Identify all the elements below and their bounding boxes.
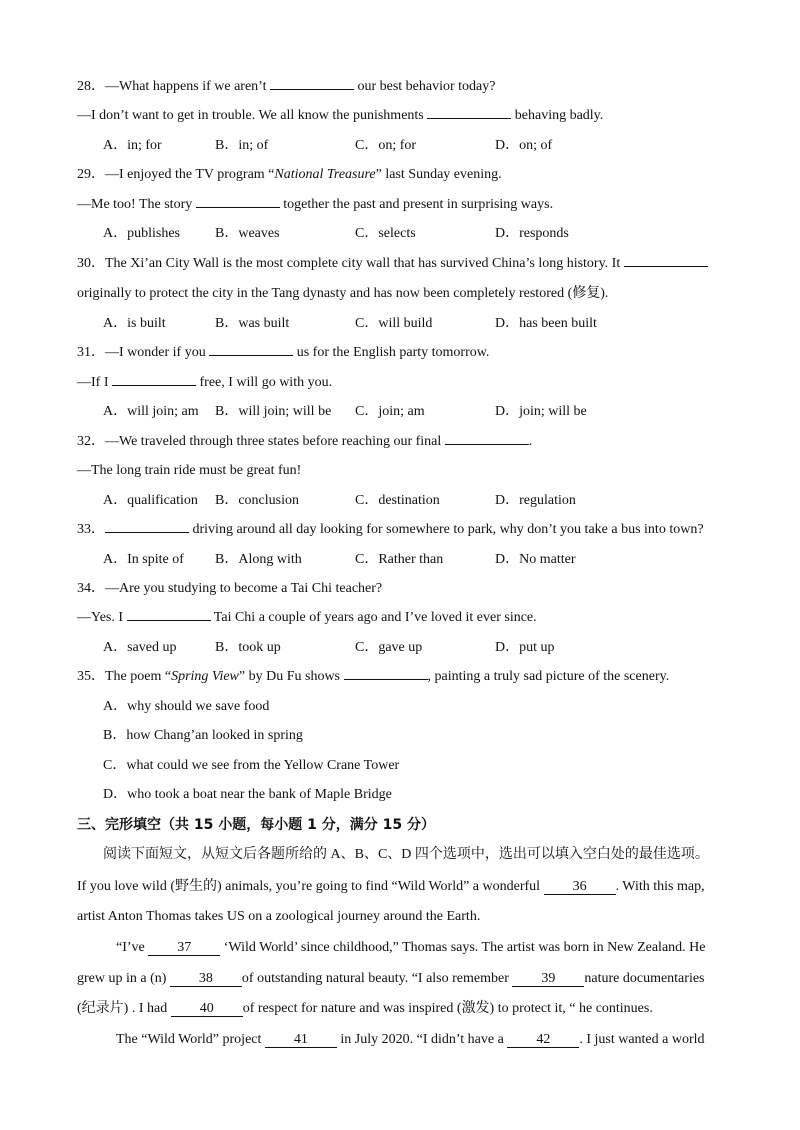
answer-blank xyxy=(196,207,280,208)
passage-line1: If you love wild (野生的) animals, you’re going to find “Wild World” a wonderful 36 . With this map, xyxy=(77,879,705,894)
q33-option-c: C．Rather than xyxy=(355,552,444,567)
q33-option-d: D．No matter xyxy=(495,552,576,567)
section-heading: 三、完形填空（共 15 小题，每小题 1 分，满分 15 分） xyxy=(77,817,435,833)
answer-blank xyxy=(344,679,428,680)
answer-blank xyxy=(209,355,293,356)
passage-line2: artist Anton Thomas takes US on a zoological journey around the Earth. xyxy=(77,909,481,924)
q33-option-b: B．Along with xyxy=(215,552,302,567)
cloze-blank-39: 39 xyxy=(512,972,584,987)
q32-option-c: C．destination xyxy=(355,493,440,508)
q32-option-b: B．conclusion xyxy=(215,493,299,508)
q28-line1: 28．—What happens if we aren’t our best behavior today? xyxy=(77,79,496,94)
q31-option-c: C．join; am xyxy=(355,404,425,419)
cloze-blank-42: 42 xyxy=(507,1033,579,1048)
q30-line1: 30．The Xi’an City Wall is the most complete city wall that has survived China’s long history. It xyxy=(77,255,708,273)
cloze-blank-37: 37 xyxy=(148,941,220,956)
answer-blank xyxy=(624,266,708,267)
passage-line3: “I’ve 37 ‘Wild World’ since childhood,” Thomas says. The artist was born in New Zealand. He xyxy=(116,940,706,955)
q34-line2: —Yes. I Tai Chi a couple of years ago and I’ve loved it ever since. xyxy=(77,610,537,625)
q35-option-a: A．why should we save food xyxy=(103,699,270,714)
cloze-blank-38: 38 xyxy=(170,972,242,987)
passage-line5: (纪录片) . I had 40 of respect for nature and was inspired (激发) to protect it, “ he continues. xyxy=(77,1001,653,1016)
passage-line4: grew up in a (n) 38 of outstanding natural beauty. “I also remember 39 nature documentaries xyxy=(77,971,705,986)
q31-line1: 31．—I wonder if you us for the English party tomorrow. xyxy=(77,345,490,360)
q28-line2: —I don’t want to get in trouble. We all know the punishments behaving badly. xyxy=(77,108,604,123)
q29-option-c: C．selects xyxy=(355,226,416,241)
cloze-blank-36: 36 xyxy=(544,880,616,895)
cloze-blank-41: 41 xyxy=(265,1033,337,1048)
q30-option-b: B．was built xyxy=(215,316,290,331)
answer-blank xyxy=(112,385,196,386)
answer-blank xyxy=(445,444,529,445)
q35-option-c: C．what could we see from the Yellow Crane Tower xyxy=(103,758,400,773)
q28-option-d: D．on; of xyxy=(495,138,553,153)
q35-option-d: D．who took a boat near the bank of Maple Bridge xyxy=(103,787,392,802)
q30-option-d: D．has been built xyxy=(495,316,597,331)
q32-line1: 32．—We traveled through three states before reaching our final . xyxy=(77,434,533,449)
q30-option-a: A．is built xyxy=(103,316,166,331)
q29-option-b: B．weaves xyxy=(215,226,280,241)
q28-option-b: B．in; of xyxy=(215,138,269,153)
answer-blank xyxy=(127,620,211,621)
q31-option-b: B．will join; will be xyxy=(215,404,332,419)
section-instruction: 阅读下面短文，从短文后各题所给的 A、B、C、D 四个选项中，选出可以填入空白处的最佳选项。 xyxy=(103,847,709,862)
passage-line6: The “Wild World” project 41 in July 2020. “I didn’t have a 42 . I just wanted a world xyxy=(116,1032,705,1047)
q28-option-c: C．on; for xyxy=(355,138,417,153)
q32-line2: —The long train ride must be great fun! xyxy=(77,463,302,478)
q34-option-d: D．put up xyxy=(495,640,555,655)
q33-line1: 33． driving around all day looking for somewhere to park, why don’t you take a bus into town? xyxy=(77,522,704,537)
q32-option-d: D．regulation xyxy=(495,493,576,508)
answer-blank xyxy=(270,89,354,90)
q35-line1: 35．The poem “Spring View” by Du Fu shows , painting a truly sad picture of the scenery. xyxy=(77,669,670,684)
q31-option-a: A．will join; am xyxy=(103,404,199,419)
answer-blank xyxy=(105,532,189,533)
q29-line1: 29．—I enjoyed the TV program “National Treasure” last Sunday evening. xyxy=(77,167,502,182)
q34-option-a: A．saved up xyxy=(103,640,177,655)
answer-blank xyxy=(427,118,511,119)
q30-line2: originally to protect the city in the Tang dynasty and has now been completely restored (修复). xyxy=(77,286,609,301)
q29-line2: —Me too! The story together the past and present in surprising ways. xyxy=(77,197,554,212)
q29-option-a: A．publishes xyxy=(103,226,180,241)
q34-line1: 34．—Are you studying to become a Tai Chi teacher? xyxy=(77,581,383,596)
q33-option-a: A．In spite of xyxy=(103,552,184,567)
q28-option-a: A．in; for xyxy=(103,138,162,153)
q31-line2: —If I free, I will go with you. xyxy=(77,375,333,390)
cloze-blank-40: 40 xyxy=(171,1002,243,1017)
q30-option-c: C．will build xyxy=(355,316,433,331)
q31-option-d: D．join; will be xyxy=(495,404,587,419)
q34-option-c: C．gave up xyxy=(355,640,423,655)
q32-option-a: A．qualification xyxy=(103,493,198,508)
q29-option-d: D．responds xyxy=(495,226,569,241)
q34-option-b: B．took up xyxy=(215,640,281,655)
q35-option-b: B．how Chang’an looked in spring xyxy=(103,728,303,743)
